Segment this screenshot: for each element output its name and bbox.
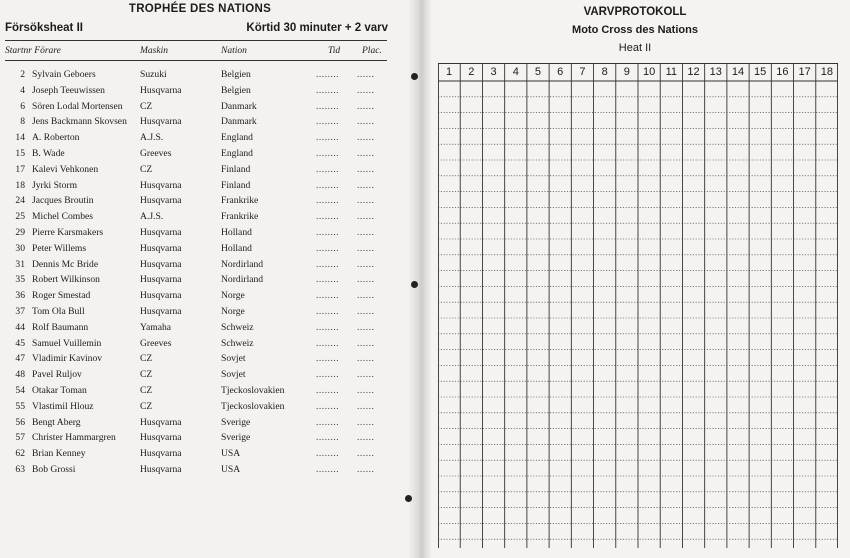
time-field: ........ [316, 448, 340, 460]
rider-row [0, 338, 400, 354]
lap-number: 12 [687, 66, 700, 78]
lap-number: 6 [557, 66, 564, 78]
rider-nation: Schweiz [221, 337, 254, 349]
time-field: ........ [316, 385, 340, 396]
place-field: ...... [357, 448, 375, 460]
rider-row [0, 85, 400, 101]
place-field: ...... [357, 400, 375, 412]
rider-name: Vlastimil Hlouz [32, 400, 94, 412]
binding-hole [405, 495, 412, 502]
place-field: ...... [357, 369, 375, 381]
rider-nation: Belgien [221, 84, 251, 96]
time-field: ........ [316, 258, 340, 270]
machine-make: CZ [140, 163, 153, 175]
start-number: 18 [15, 179, 25, 191]
rider-name: Roger Smestad [32, 290, 91, 302]
place-field: ...... [357, 195, 375, 207]
place-field: ...... [357, 148, 375, 159]
start-number: 6 [20, 100, 25, 112]
time-field: ........ [316, 116, 340, 128]
start-number: 24 [15, 195, 25, 207]
machine-make: Husqvarna [140, 195, 182, 207]
place-field: ...... [357, 84, 375, 96]
rider-nation: Sovjet [221, 369, 246, 381]
machine-make: Husqvarna [140, 306, 182, 317]
start-number: 8 [20, 116, 25, 128]
place-field: ...... [357, 69, 375, 80]
rider-nation: Sverige [221, 432, 251, 444]
col-time: Tid [328, 46, 341, 56]
place-field: ...... [357, 227, 375, 238]
book-gutter [408, 0, 432, 558]
lap-number-row [438, 63, 838, 81]
rider-row [0, 180, 400, 196]
right-page [420, 0, 850, 558]
place-field: ...... [357, 353, 375, 365]
rider-row [0, 464, 400, 480]
rider-row [0, 243, 400, 259]
lap-grid-lines [438, 63, 838, 548]
start-number: 47 [15, 353, 25, 365]
place-field: ...... [357, 179, 375, 191]
lap-number: 16 [776, 66, 789, 78]
machine-make: Husqvarna [140, 258, 182, 270]
start-number: 31 [15, 258, 25, 270]
col-nation: Nation [221, 46, 247, 56]
rider-nation: Norge [221, 290, 245, 302]
rider-row [0, 322, 400, 338]
event-title: TROPHÉE DES NATIONS [128, 3, 272, 15]
machine-make: Husqvarna [140, 274, 182, 286]
place-field: ...... [357, 116, 375, 128]
place-field: ...... [357, 211, 375, 223]
rider-row [0, 211, 400, 227]
rider-row [0, 432, 400, 448]
time-field: ........ [316, 353, 340, 365]
rider-name: Jacques Broutin [32, 195, 94, 207]
start-number: 62 [15, 448, 25, 460]
race-duration: Körtid 30 minuter + 2 varv [246, 22, 388, 34]
lap-number: 17 [798, 66, 811, 78]
rider-name: Robert Wilkinson [32, 274, 100, 286]
machine-make: CZ [140, 100, 153, 112]
time-field: ........ [316, 148, 340, 159]
binding-hole [411, 73, 418, 80]
rider-row [0, 69, 400, 85]
time-field: ........ [316, 337, 340, 349]
rider-nation: Frankrike [221, 195, 259, 207]
rider-nation: Norge [221, 306, 245, 317]
column-rule [5, 60, 387, 61]
rider-row [0, 116, 400, 132]
time-field: ........ [316, 290, 340, 302]
machine-make: Husqvarna [140, 448, 182, 460]
start-number: 29 [15, 227, 25, 238]
rider-name: Bob Grossi [32, 464, 76, 475]
rider-nation: England [221, 132, 253, 144]
heat-label: Försöksheat II [5, 22, 83, 34]
machine-make: Greeves [140, 148, 172, 159]
machine-make: CZ [140, 369, 153, 381]
start-number: 35 [15, 274, 25, 286]
rider-nation: Sverige [221, 416, 251, 428]
rider-name: Rolf Baumann [32, 321, 89, 333]
rider-row [0, 417, 400, 433]
machine-make: Husqvarna [140, 432, 182, 444]
lap-number: 10 [642, 66, 656, 78]
time-field: ........ [316, 195, 340, 207]
time-field: ........ [316, 274, 340, 286]
rider-name: Christer Hammargren [32, 432, 116, 444]
rider-nation: Holland [221, 242, 252, 254]
machine-make: A.J.S. [140, 132, 164, 144]
lap-number: 18 [820, 66, 833, 78]
place-field: ...... [357, 100, 375, 112]
rider-name: Pavel Ruljov [32, 369, 82, 381]
rider-nation: Tjeckoslovakien [221, 400, 285, 412]
time-field: ........ [316, 227, 340, 238]
time-field: ........ [316, 163, 340, 175]
place-field: ...... [357, 306, 375, 317]
lap-number: 4 [512, 66, 519, 78]
protocol-heat: Heat II [618, 42, 652, 54]
machine-make: Suzuki [140, 69, 167, 80]
rider-row [0, 353, 400, 369]
machine-make: Greeves [140, 337, 172, 349]
start-number: 54 [15, 385, 25, 396]
lap-number: 13 [709, 66, 722, 78]
machine-make: Husqvarna [140, 227, 182, 238]
binding-hole [411, 281, 418, 288]
lap-number: 1 [446, 66, 453, 78]
rider-nation: Sovjet [221, 353, 246, 365]
col-make: Maskin [140, 46, 168, 56]
rider-nation: Finland [221, 163, 251, 175]
rider-name: Sylvain Geboers [32, 69, 96, 80]
place-field: ...... [357, 290, 375, 302]
time-field: ........ [316, 321, 340, 333]
rider-row [0, 164, 400, 180]
place-field: ...... [357, 432, 375, 444]
time-field: ........ [316, 306, 340, 317]
time-field: ........ [316, 369, 340, 381]
rider-nation: Belgien [221, 69, 251, 80]
start-number: 45 [15, 337, 25, 349]
start-number: 37 [15, 306, 25, 317]
start-number: 14 [15, 132, 25, 144]
rider-nation: Schweiz [221, 321, 254, 333]
rider-name: Dennis Mc Bride [32, 258, 99, 270]
rider-nation: Tjeckoslovakien [221, 385, 285, 396]
rider-name: Tom Ola Bull [32, 306, 85, 317]
place-field: ...... [357, 274, 375, 286]
machine-make: Husqvarna [140, 84, 182, 96]
start-number: 15 [15, 148, 25, 159]
time-field: ........ [316, 100, 340, 112]
rider-row [0, 132, 400, 148]
rider-row [0, 401, 400, 417]
place-field: ...... [357, 242, 375, 254]
lap-number: 5 [534, 66, 542, 78]
start-number: 57 [15, 432, 25, 444]
start-number: 44 [15, 321, 25, 333]
protocol-title: VARVPROTOKOLL [583, 6, 687, 18]
place-field: ...... [357, 132, 375, 144]
place-field: ...... [357, 416, 375, 428]
place-field: ...... [357, 258, 375, 270]
rider-name: Pierre Karsmakers [32, 227, 104, 238]
time-field: ........ [316, 211, 340, 223]
rider-row [0, 148, 400, 164]
rider-row [0, 227, 400, 243]
rider-row [0, 385, 400, 401]
left-page [0, 0, 420, 558]
col-place: Plac. [362, 46, 382, 56]
rider-nation: Nordirland [221, 274, 264, 286]
lap-number: 9 [623, 66, 630, 78]
lap-number: 2 [468, 66, 475, 78]
rider-row [0, 101, 400, 117]
machine-make: Yamaha [140, 321, 172, 333]
start-number: 25 [15, 211, 25, 223]
machine-make: Husqvarna [140, 242, 182, 254]
start-number: 55 [15, 400, 25, 412]
time-field: ........ [316, 432, 340, 444]
machine-make: Husqvarna [140, 179, 182, 191]
col-start-rider: Startnr Förare [5, 46, 61, 56]
place-field: ...... [357, 163, 375, 175]
place-field: ...... [357, 337, 375, 349]
time-field: ........ [316, 69, 340, 80]
rider-row [0, 259, 400, 275]
lap-number: 8 [601, 66, 608, 78]
start-number: 48 [15, 369, 25, 381]
rider-name: Jens Backmann Skovsen [32, 116, 127, 128]
rider-nation: Frankrike [221, 211, 259, 223]
rider-name: Sören Lodal Mortensen [32, 100, 123, 112]
machine-make: Husqvarna [140, 464, 182, 475]
time-field: ........ [316, 132, 340, 144]
time-field: ........ [316, 464, 340, 475]
machine-make: CZ [140, 385, 153, 396]
rider-name: A. Roberton [32, 132, 80, 144]
time-field: ........ [316, 400, 340, 412]
rider-nation: Finland [221, 179, 251, 191]
protocol-subtitle: Moto Cross des Nations [572, 24, 698, 36]
lap-number: 14 [731, 66, 745, 78]
rider-row [0, 369, 400, 385]
start-number: 2 [20, 69, 25, 80]
rider-name: Jyrki Storm [32, 179, 78, 191]
machine-make: CZ [140, 400, 153, 412]
rider-name: Kalevi Vehkonen [32, 163, 99, 175]
rider-name: B. Wade [32, 148, 65, 159]
start-number: 30 [15, 242, 25, 254]
machine-make: Husqvarna [140, 116, 182, 128]
rider-nation: USA [221, 464, 241, 475]
rider-name: Bengt Aberg [32, 416, 81, 428]
lap-grid [438, 63, 838, 548]
place-field: ...... [357, 321, 375, 333]
machine-make: Husqvarna [140, 416, 182, 428]
rider-nation: England [221, 148, 253, 159]
rider-name: Peter Willems [32, 242, 87, 254]
start-number: 56 [15, 416, 25, 428]
rider-nation: USA [221, 448, 241, 460]
rider-nation: Danmark [221, 116, 257, 128]
rider-name: Vladimir Kavinov [32, 353, 103, 365]
rider-row [0, 306, 400, 322]
rider-name: Samuel Vuillemin [32, 337, 102, 349]
time-field: ........ [316, 84, 340, 96]
time-field: ........ [316, 416, 340, 428]
rider-nation: Danmark [221, 100, 257, 112]
machine-make: Husqvarna [140, 290, 182, 302]
place-field: ...... [357, 385, 375, 396]
rider-nation: Nordirland [221, 258, 264, 270]
lap-number: 7 [579, 66, 586, 78]
start-number: 4 [20, 84, 25, 96]
time-field: ........ [316, 242, 340, 254]
rider-name: Michel Combes [32, 211, 94, 223]
start-number: 63 [15, 464, 25, 475]
lap-number: 11 [665, 66, 677, 78]
place-field: ...... [357, 464, 375, 475]
rider-row [0, 274, 400, 290]
rider-name: Brian Kenney [32, 448, 86, 460]
start-number: 36 [15, 290, 25, 302]
rider-row [0, 290, 400, 306]
rider-name: Otakar Toman [32, 385, 87, 396]
machine-make: CZ [140, 353, 153, 365]
time-field: ........ [316, 179, 340, 191]
rider-name: Joseph Teeuwissen [32, 84, 105, 96]
lap-number: 15 [754, 66, 767, 78]
header-rule [5, 40, 387, 41]
lap-number: 3 [490, 66, 497, 78]
rider-row [0, 195, 400, 211]
rider-row [0, 448, 400, 464]
machine-make: A.J.S. [140, 211, 164, 223]
rider-nation: Holland [221, 227, 252, 238]
start-number: 17 [15, 163, 25, 175]
